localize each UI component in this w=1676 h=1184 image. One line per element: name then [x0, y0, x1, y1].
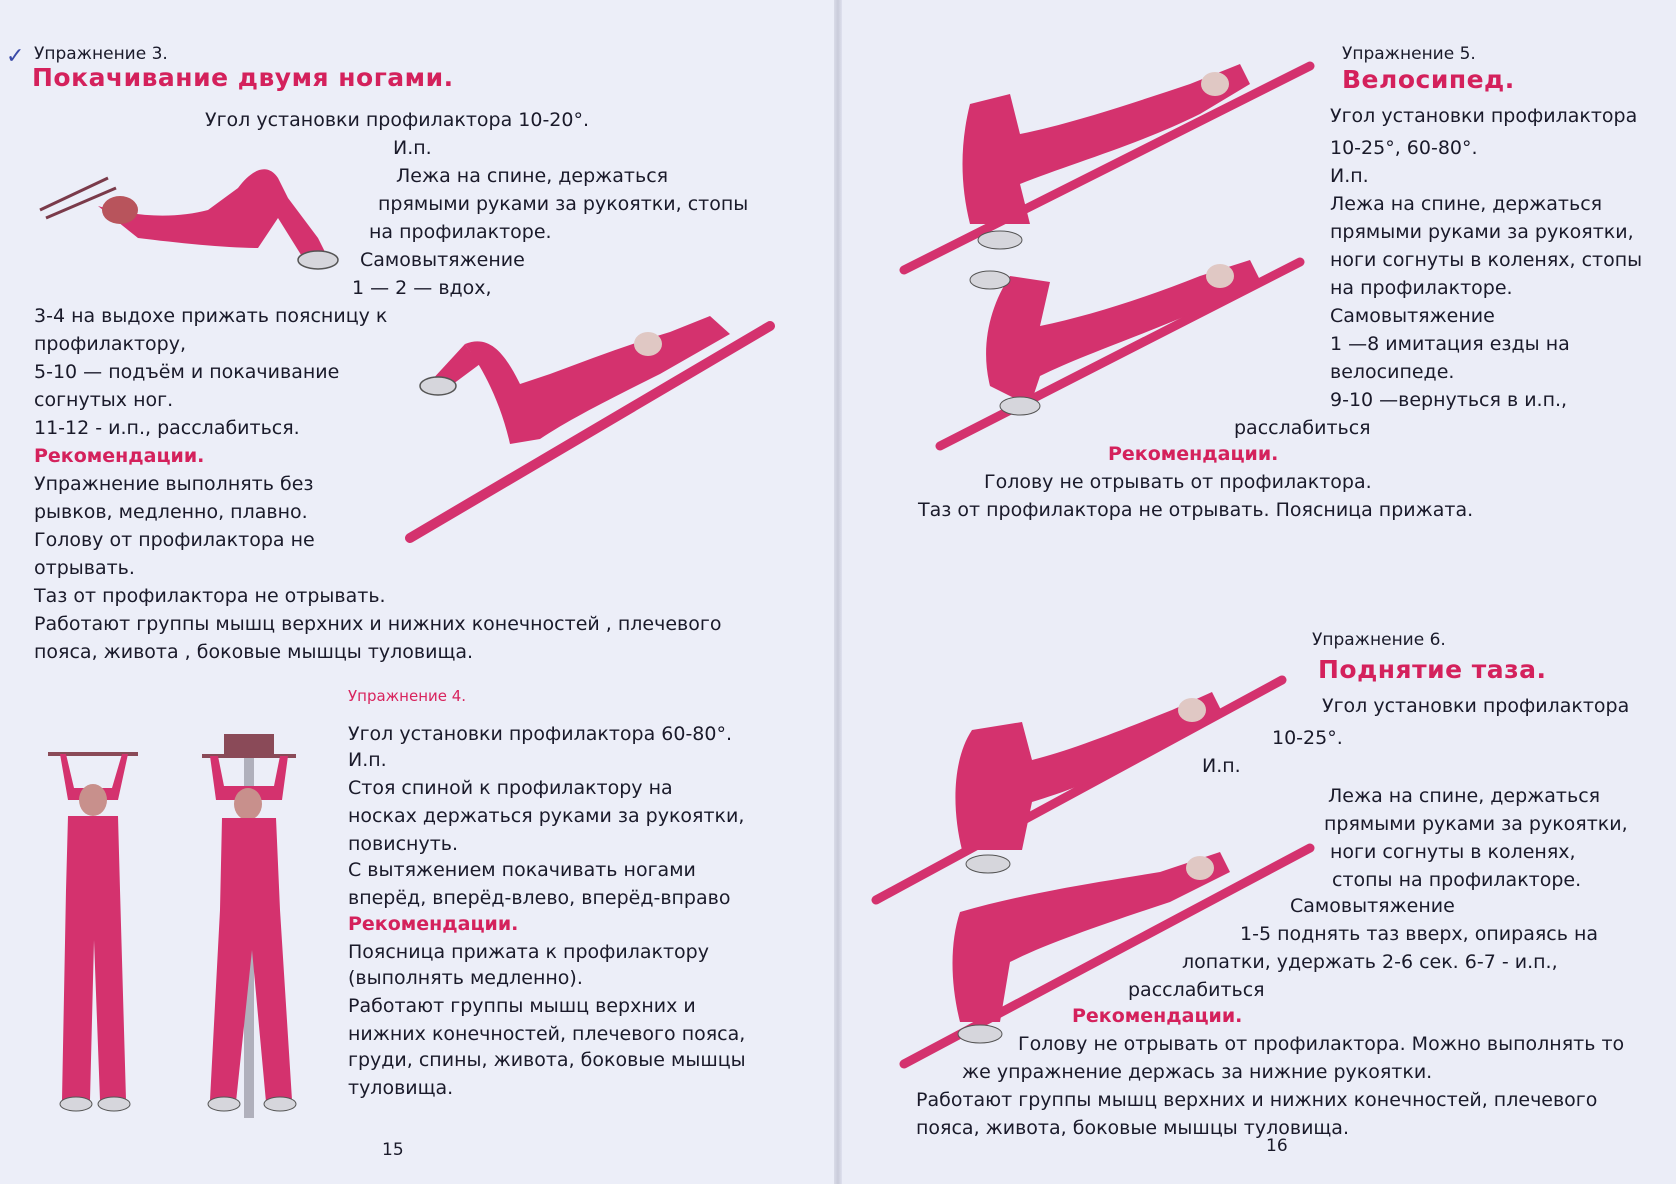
- exercise-5-line: велосипеде.: [1330, 361, 1455, 383]
- exercise-5-angle: Угол установки профилактора: [1330, 105, 1638, 127]
- head: [1201, 72, 1229, 96]
- exercise-5-line: Самовытяжение: [1330, 305, 1495, 327]
- exercise-5-title: Велосипед.: [1342, 65, 1515, 94]
- exercise-3-ip: И.п.: [393, 137, 432, 159]
- exercise-3-rec-line: отрывать.: [34, 557, 135, 579]
- head: [1186, 856, 1214, 880]
- page-number: 16: [1266, 1136, 1288, 1156]
- exercise-3-label: Упражнение 3.: [34, 44, 168, 64]
- exercise-4-label: Упражнение 4.: [348, 687, 467, 705]
- exercise-6-line: 1-5 поднять таз вверх, опираясь на: [1240, 923, 1599, 945]
- exercise-4-rec-line: (выполнять медленно).: [348, 967, 583, 989]
- exercise-5-line: Лежа на спине, держаться: [1330, 193, 1603, 215]
- exercise-5-figure-bottom: [900, 236, 1320, 450]
- exercise-5-line: на профилакторе.: [1330, 277, 1513, 299]
- exercise-6-line: Лежа на спине, держаться: [1328, 785, 1601, 807]
- exercise-4-rec-line: туловища.: [348, 1077, 454, 1099]
- shoe: [264, 1097, 296, 1111]
- exercise-3-line: 3-4 на выдохе прижать поясницу к: [34, 305, 388, 327]
- exercise-5-recommendations-title: Рекомендации.: [1108, 443, 1279, 465]
- page-number: 15: [382, 1140, 404, 1160]
- book-spine: [834, 0, 842, 1184]
- exercise-4-rec-line: груди, спины, живота, боковые мышцы: [348, 1049, 746, 1071]
- check-mark-icon: ✓: [6, 44, 25, 69]
- exercise-5-angle: 10-25°, 60-80°.: [1330, 137, 1478, 159]
- shoe: [98, 1097, 130, 1111]
- exercise-3-line: прямыми руками за рукоятки, стопы: [378, 193, 749, 215]
- exercise-3-line: профилактору,: [34, 333, 186, 355]
- exercise-5-line: 9-10 —вернуться в и.п.,: [1330, 389, 1568, 411]
- exercise-6-rec-line: Голову не отрывать от профилактора. Можно выполнять то: [1018, 1033, 1625, 1055]
- exercise-3-figure-top: [28, 148, 338, 288]
- body: [62, 816, 126, 1100]
- exercise-3-line: 1 — 2 — вдох,: [352, 277, 492, 299]
- exercise-3-rec-line: Работают группы мышц верхних и нижних конечностей , плечевого: [34, 613, 722, 635]
- exercise-6-line: стопы на профилакторе.: [1332, 869, 1582, 891]
- shoe: [420, 377, 456, 395]
- exercise-6-rec-line: пояса, живота, боковые мышцы туловища.: [916, 1117, 1349, 1139]
- shoe: [970, 271, 1010, 289]
- exercise-6-ip: И.п.: [1202, 755, 1241, 777]
- shoe: [60, 1097, 92, 1111]
- exercise-5-line: прямыми руками за рукоятки,: [1330, 221, 1634, 243]
- exercise-3-line: 5-10 — подъём и покачивание: [34, 361, 340, 383]
- head: [234, 788, 262, 820]
- exercise-3-title: Покачивание двумя ногами.: [32, 63, 454, 92]
- exercise-5-ip: И.п.: [1330, 165, 1369, 187]
- exercise-5-rec-line: Таз от профилактора не отрывать. Поясница прижата.: [918, 499, 1474, 521]
- exercise-6-angle: Угол установки профилактора: [1322, 695, 1630, 717]
- exercise-5-rec-line: Голову не отрывать от профилактора.: [984, 471, 1372, 493]
- exercise-3-line: Лежа на спине, держаться: [396, 165, 669, 187]
- exercise-3-rec-line: пояса, живота , боковые мышцы туловища.: [34, 641, 474, 663]
- exercise-6-rec-line: же упражнение держась за нижние рукоятки.: [962, 1061, 1433, 1083]
- exercise-4-angle: Угол установки профилактора 60-80°.: [348, 723, 733, 745]
- exercise-6-line: Самовытяжение: [1290, 895, 1455, 917]
- exercise-6-line: расслабиться: [1128, 979, 1265, 1001]
- exercise-4-line: вперёд, вперёд-влево, вперёд-вправо: [348, 887, 731, 909]
- exercise-3-line: Самовытяжение: [360, 249, 525, 271]
- head: [1206, 264, 1234, 288]
- exercise-3-line: на профилакторе.: [369, 221, 552, 243]
- exercise-4-line: Стоя спиной к профилактору на: [348, 777, 673, 799]
- exercise-3-rec-line: Таз от профилактора не отрывать.: [34, 585, 386, 607]
- exercise-3-figure-bottom: [410, 304, 780, 544]
- exercise-4-rec-line: Работают группы мышц верхних и: [348, 995, 696, 1017]
- exercise-6-title: Поднятие таза.: [1318, 655, 1547, 684]
- exercise-6-label: Упражнение 6.: [1312, 630, 1446, 650]
- exercise-6-line: лопатки, удержать 2-6 сек. 6-7 - и.п.,: [1182, 951, 1558, 973]
- exercise-4-figure-front: [38, 740, 148, 1120]
- exercise-3-line: 11-12 - и.п., расслабиться.: [34, 417, 300, 439]
- exercise-5-line: 1 —8 имитация езды на: [1330, 333, 1570, 355]
- exercise-6-line: ноги согнуты в коленях,: [1330, 841, 1576, 863]
- exercise-3-rec-line: Упражнение выполнять без: [34, 473, 314, 495]
- exercise-4-line: носках держаться руками за рукоятки,: [348, 805, 745, 827]
- exercise-4-ip: И.п.: [348, 749, 387, 771]
- exercise-6-recommendations-title: Рекомендации.: [1072, 1005, 1243, 1027]
- person-silhouette: [953, 852, 1231, 1022]
- exercise-5-line: расслабиться: [1234, 417, 1371, 439]
- exercise-6-figure-bottom: [900, 812, 1320, 1072]
- exercise-6-line: прямыми руками за рукоятки,: [1324, 813, 1628, 835]
- exercise-4-rec-line: нижних конечностей, плечевого пояса,: [348, 1023, 746, 1045]
- exercise-3-recommendations-title: Рекомендации.: [34, 445, 205, 467]
- exercise-3-rec-line: Голову от профилактора не: [34, 529, 315, 551]
- exercise-3-line: согнутых ног.: [34, 389, 174, 411]
- head: [102, 196, 138, 224]
- exercise-4-line: С вытяжением покачивать ногами: [348, 859, 696, 881]
- exercise-4-line: повиснуть.: [348, 833, 459, 855]
- head: [634, 332, 662, 356]
- shoe: [958, 1025, 1002, 1043]
- exercise-3-rec-line: рывков, медленно, плавно.: [34, 501, 308, 523]
- exercise-5-label: Упражнение 5.: [1342, 44, 1476, 64]
- shoe: [1000, 397, 1040, 415]
- exercise-6-rec-line: Работают группы мышц верхних и нижних конечностей, плечевого: [916, 1089, 1598, 1111]
- exercise-6-angle: 10-25°.: [1272, 727, 1343, 749]
- exercise-4-figure-side: [196, 730, 306, 1120]
- head: [1178, 698, 1206, 722]
- shoe: [208, 1097, 240, 1111]
- exercise-3-angle: Угол установки профилактора 10-20°.: [205, 109, 590, 131]
- exercise-5-line: ноги согнуты в коленях, стопы: [1330, 249, 1643, 271]
- shoe: [298, 251, 338, 269]
- exercise-4-rec-line: Поясница прижата к профилактору: [348, 941, 709, 963]
- head: [79, 784, 107, 816]
- exercise-4-recommendations-title: Рекомендации.: [348, 913, 519, 935]
